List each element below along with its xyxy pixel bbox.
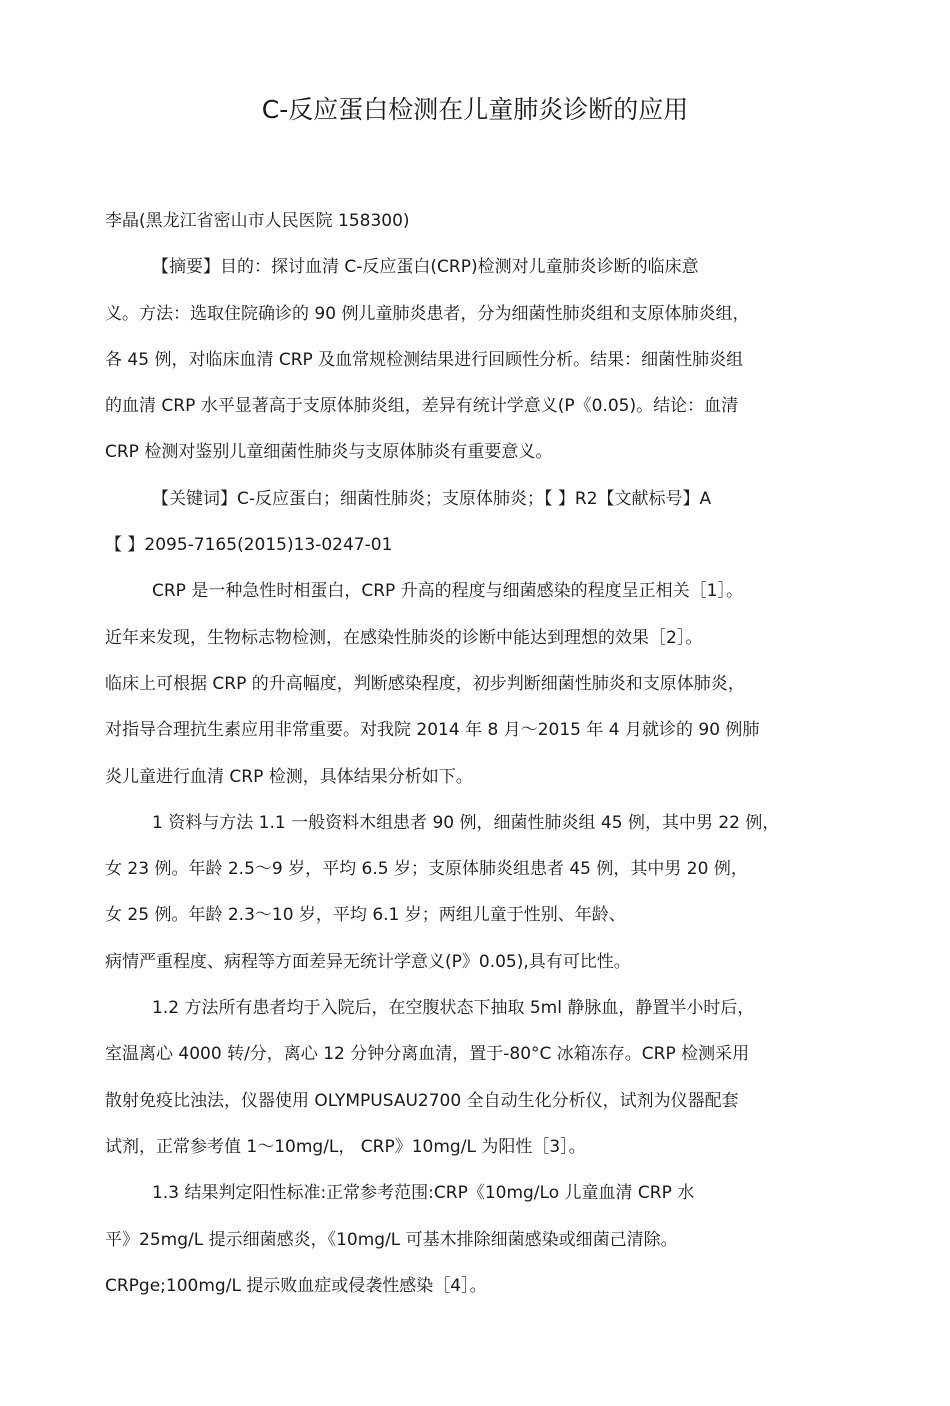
text-line: CRPge;100mg/L 提示败血症或侵袭性感染［4］。 <box>105 1275 487 1296</box>
text-line: 【摘要】目的：探讨血清 C-反应蛋白(CRP)检测对儿童肺炎诊断的临床意 <box>152 257 699 278</box>
paper-title: C-反应蛋白检测在儿童肺炎诊断的应用 <box>261 95 689 124</box>
text-line: 女 25 例。年龄 2.3〜10 岁，平均 6.1 岁；两组儿童于性别、年龄、 <box>105 905 626 926</box>
text-line: 临床上可根据 CRP 的升高幅度，判断感染程度，初步判断细菌性肺炎和支原体肺炎， <box>105 673 745 694</box>
body-paragraphs <box>105 244 875 1309</box>
text-line: 近年来发现，生物标志物检测，在感染性肺炎的诊断中能达到理想的效果［2］。 <box>105 627 703 648</box>
text-line: 义。方法：选取住院确诊的 90 例儿童肺炎患者，分为细菌性肺炎组和支原体肺炎组， <box>105 303 750 324</box>
text-line: 1.3 结果判定阳性标准:正常参考范围:CRP《10mg/Lo 儿童血清 CRP 水 <box>152 1183 695 1204</box>
text-line: 炎儿童进行血清 CRP 检测，具体结果分析如下。 <box>105 766 473 787</box>
paper-body <box>105 198 875 1309</box>
text-line: CRP 检测对鉴别儿童细菌性肺炎与支原体肺炎有重要意义。 <box>105 442 553 463</box>
text-line: 散射免疫比浊法，仪器使用 OLYMPUSAU2700 全自动生化分析仪，试剂为仪器配套 <box>105 1090 739 1111</box>
text-line: 【 】2095-7165(2015)13-0247-01 <box>105 535 393 556</box>
text-line: 1.2 方法所有患者均于入院后，在空腹状态下抽取 5ml 静脉血，静置半小时后， <box>152 998 755 1019</box>
text-line: 女 23 例。年龄 2.5〜9 岁，平均 6.5 岁；支原体肺炎组患者 45 例，其中男 20 例， <box>105 859 748 880</box>
author-affiliation: 李晶(黑龙江省密山市人民医院 158300) <box>105 211 410 231</box>
text-line: 对指导合理抗生素应用非常重要。对我院 2014 年 8 月〜2015 年 4 月就诊的 90 例肺 <box>105 720 760 741</box>
text-line: 平》25mg/L 提示细菌感炎，《10mg/L 可基木排除细菌感染或细菌己清除。 <box>105 1229 678 1250</box>
text-line: 【关键词】C-反应蛋白；细菌性肺炎；支原体肺炎；【 】R2【文献标号】A <box>152 488 712 509</box>
text-line: 试剂，正常参考值 1〜10mg/L， CRP》10mg/L 为阳性［3］。 <box>105 1136 586 1157</box>
text-line: 室温离心 4000 转/分，离心 12 分钟分离血清，置于-80°C 冰箱冻存。CRP 检测采用 <box>105 1044 750 1065</box>
text-line: 病情严重程度、病程等方面差异无统计学意义(P》0.05),具有可比性。 <box>105 951 631 972</box>
text-line: 各 45 例，对临床血清 CRP 及血常规检测结果进行回顾性分析。结果：细菌性肺炎组 <box>105 349 744 370</box>
text-line: 的血清 CRP 水平显著高于支原体肺炎组，差异有统计学意义(P《0.05)。结论：血清 <box>105 396 739 417</box>
text-line: 1 资料与方法 1.1 一般资料木组患者 90 例，细菌性肺炎组 45 例，其中男 22 例， <box>152 812 780 833</box>
text-line: CRP 是一种急性时相蛋白，CRP 升高的程度与细菌感染的程度呈正相关［1］。 <box>152 581 743 602</box>
